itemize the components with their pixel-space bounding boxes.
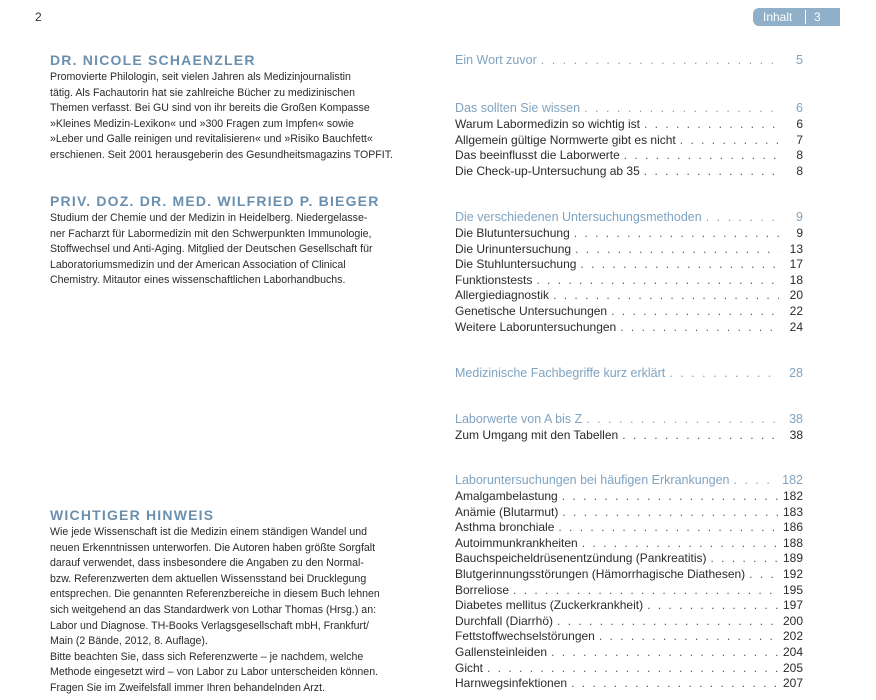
toc-title: Gicht bbox=[455, 660, 484, 675]
toc-page: 8 bbox=[796, 163, 803, 178]
toc-entry[interactable] bbox=[455, 645, 803, 661]
toc-title: Funktionstests bbox=[455, 272, 533, 287]
toc-entry[interactable] bbox=[455, 567, 803, 583]
toc-title: Fettstoffwechselstörungen bbox=[455, 629, 595, 644]
toc-leader bbox=[574, 226, 779, 242]
toc-entry[interactable] bbox=[455, 164, 803, 180]
toc-title: Anämie (Blutarmut) bbox=[455, 504, 559, 519]
toc-leader bbox=[541, 52, 779, 69]
toc-section-untersuchungsmethoden bbox=[455, 209, 803, 335]
toc-section-heading[interactable] bbox=[455, 411, 803, 428]
toc-title: Autoimmunkrankheiten bbox=[455, 535, 578, 550]
toc-entry[interactable] bbox=[455, 257, 803, 273]
contents-tab bbox=[753, 8, 840, 26]
notice-line: Bitte beachten Sie, dass sich Referenzwerte – je nachdem, welche bbox=[50, 650, 364, 663]
toc-page: 38 bbox=[789, 412, 803, 426]
toc-leader bbox=[622, 428, 779, 444]
toc-leader bbox=[562, 505, 779, 521]
toc-entry[interactable] bbox=[455, 551, 803, 567]
tab-divider bbox=[805, 10, 806, 24]
toc-title: Harnwegsinfektionen bbox=[455, 676, 568, 691]
toc-leader bbox=[669, 365, 779, 382]
toc-leader bbox=[557, 614, 779, 630]
toc-leader bbox=[487, 661, 779, 677]
toc-entry[interactable] bbox=[455, 661, 803, 677]
toc-page: 186 bbox=[782, 520, 803, 535]
bio-line: ner Facharzt für Labormedizin mit den Schwerpunkten Immunologie, bbox=[50, 227, 372, 240]
toc-page: 7 bbox=[796, 132, 803, 147]
toc-title: Die Urinuntersuchung bbox=[455, 241, 572, 256]
tab-label: Inhalt bbox=[763, 10, 793, 24]
toc-title: Allergiediagnostik bbox=[455, 288, 550, 303]
toc-title: Allgemein gültige Normwerte gibt es nicht bbox=[455, 132, 676, 147]
toc-title: Borreliose bbox=[455, 582, 510, 597]
toc-section-heading[interactable] bbox=[455, 209, 803, 226]
notice-line: bzw. Referenzwerten dem aktuellen Wissensstand bei Drucklegung bbox=[50, 572, 367, 585]
toc-page: 38 bbox=[789, 428, 803, 442]
toc-title: Die verschiedenen Untersuchungsmethoden bbox=[455, 210, 702, 224]
toc-leader bbox=[580, 257, 779, 273]
toc-entry[interactable] bbox=[455, 148, 803, 164]
notice-line: Methode eingesetzt wird – von Labor zu Labor unterscheiden können. bbox=[50, 666, 379, 679]
bio-line: »Leber und Galle reinigen und revitalisieren« und »Risiko Bauchfett« bbox=[50, 133, 373, 146]
toc-page: 202 bbox=[782, 629, 803, 644]
toc-title: Die Check-up-Untersuchung ab 35 bbox=[455, 163, 640, 178]
toc-title: Warum Labormedizin so wichtig ist bbox=[455, 117, 640, 131]
toc-page: 9 bbox=[796, 210, 803, 224]
bio-line: Studium der Chemie und der Medizin in Heidelberg. Niedergelasse- bbox=[50, 212, 368, 224]
toc-title: Laboruntersuchungen bei häufigen Erkrankungen bbox=[455, 473, 730, 487]
toc-title: Asthma bronchiale bbox=[455, 520, 555, 535]
toc-title: Bauchspeicheldrüsenentzündung (Pankreatitis) bbox=[455, 551, 707, 566]
page-number-right: 3 bbox=[814, 10, 821, 24]
toc-page: 197 bbox=[782, 598, 803, 613]
toc-page: 189 bbox=[782, 551, 803, 566]
toc-leader bbox=[562, 489, 779, 505]
toc-title: Diabetes mellitus (Zuckerkrankheit) bbox=[455, 598, 644, 613]
toc-leader bbox=[584, 100, 779, 117]
toc-section-erkrankungen bbox=[455, 472, 803, 692]
notice-line: entsprechen. Die genannten Referenzbereiche in diesem Buch lehnen bbox=[50, 588, 380, 601]
toc-entry[interactable] bbox=[455, 288, 803, 304]
toc-entry[interactable] bbox=[455, 489, 803, 505]
toc-page: 204 bbox=[782, 644, 803, 659]
toc-entry[interactable] bbox=[455, 629, 803, 645]
toc-page: 192 bbox=[782, 566, 803, 581]
bio-line: Themen verfasst. Bei GU sind von ihr bereits die Großen Kompasse bbox=[50, 102, 370, 115]
toc-entry[interactable] bbox=[455, 428, 803, 444]
toc-page: 188 bbox=[782, 535, 803, 550]
toc-title: Blutgerinnungsstörungen (Hämorrhagische Diathesen) bbox=[455, 566, 746, 581]
toc-title: Laborwerte von A bis Z bbox=[455, 412, 583, 426]
author-name: PRIV. DOZ. DR. MED. WILFRIED P. BIEGER bbox=[50, 193, 380, 209]
toc-title: Amalgambelastung bbox=[455, 489, 558, 503]
toc-page: 183 bbox=[782, 504, 803, 519]
toc-title: Die Blutuntersuchung bbox=[455, 226, 570, 240]
author-bio bbox=[50, 211, 400, 289]
toc-leader bbox=[711, 551, 779, 567]
toc-leader bbox=[734, 472, 779, 489]
toc-page: 22 bbox=[789, 303, 803, 318]
toc-title: Die Stuhluntersuchung bbox=[455, 257, 577, 272]
author-bio bbox=[50, 70, 400, 164]
toc-entry[interactable] bbox=[455, 676, 803, 692]
bio-line: »Kleines Medizin-Lexikon« und »300 Fragen zum Impfen« sowie bbox=[50, 117, 354, 130]
toc-section-laborwerte-a-z bbox=[455, 411, 803, 444]
toc-section-das-sollten-sie-wissen bbox=[455, 100, 803, 179]
toc-entry[interactable] bbox=[455, 583, 803, 599]
toc-leader bbox=[624, 148, 779, 164]
toc-title: Weitere Laboruntersuchungen bbox=[455, 319, 617, 334]
notice-line: darauf verwendet, dass insbesondere die Angaben zu den Normal- bbox=[50, 557, 364, 570]
toc-page: 6 bbox=[796, 117, 803, 131]
toc-page: 13 bbox=[789, 241, 803, 256]
bio-line: erschienen. Seit 2001 herausgeberin des Gesundheitsmagazins TOPFIT. bbox=[50, 148, 393, 161]
toc-page: 200 bbox=[782, 613, 803, 628]
bio-line: Chemistry. Mitautor eines wissenschaftlichen Laborhandbuchs. bbox=[50, 274, 346, 287]
toc-page: 9 bbox=[796, 226, 803, 240]
toc-section-heading[interactable] bbox=[455, 472, 803, 489]
toc-page: 207 bbox=[782, 676, 803, 691]
toc-entry[interactable] bbox=[455, 226, 803, 242]
toc-entry[interactable] bbox=[455, 273, 803, 289]
notice-line: Labor und Diagnose. TH-Books Verlagsgesellschaft mbH, Frankfurt/ bbox=[50, 619, 369, 632]
toc-section-fachbegriffe bbox=[455, 365, 803, 382]
toc-page: 28 bbox=[789, 366, 803, 380]
toc-leader bbox=[513, 583, 779, 599]
toc-page: 182 bbox=[782, 473, 803, 487]
toc-section-heading[interactable] bbox=[455, 52, 803, 69]
toc-entry[interactable] bbox=[455, 505, 803, 521]
page-number-left: 2 bbox=[35, 10, 42, 24]
toc-leader bbox=[571, 676, 779, 692]
toc-page: 24 bbox=[789, 319, 803, 334]
toc-entry[interactable] bbox=[455, 320, 803, 336]
notice-body bbox=[50, 525, 400, 697]
toc-section-ein-wort-zuvor bbox=[455, 52, 803, 69]
toc-title: Gallensteinleiden bbox=[455, 644, 548, 659]
toc-title: Das beeinflusst die Laborwerte bbox=[455, 148, 620, 163]
toc-leader bbox=[582, 536, 779, 552]
toc-title: Durchfall (Diarrhö) bbox=[455, 613, 554, 628]
bio-line: Promovierte Philologin, seit vielen Jahren als Medizinjournalistin bbox=[50, 71, 351, 83]
important-notice bbox=[50, 507, 400, 697]
toc-section-heading[interactable] bbox=[455, 100, 803, 117]
notice-line: Main (2 Bände, 2012, 8. Auflage). bbox=[50, 635, 208, 648]
toc-entry[interactable] bbox=[455, 536, 803, 552]
author-block-bieger bbox=[50, 193, 400, 289]
notice-line: Fragen Sie im Zweifelsfall immer Ihren behandelnden Arzt. bbox=[50, 681, 325, 694]
toc-leader bbox=[644, 164, 779, 180]
toc-leader bbox=[647, 598, 779, 614]
toc-title: Zum Umgang mit den Tabellen bbox=[455, 428, 619, 442]
notice-title: WICHTIGER HINWEIS bbox=[50, 507, 215, 523]
notice-line: Wie jede Wissenschaft ist die Medizin einem ständigen Wandel und bbox=[50, 526, 367, 538]
toc-page: 5 bbox=[796, 53, 803, 67]
toc-title: Genetische Untersuchungen bbox=[455, 303, 608, 318]
toc-leader bbox=[553, 288, 779, 304]
toc-title: Ein Wort zuvor bbox=[455, 53, 537, 67]
toc-leader bbox=[586, 411, 779, 428]
toc-title: Das sollten Sie wissen bbox=[455, 101, 581, 115]
toc-entry[interactable] bbox=[455, 614, 803, 630]
toc-leader bbox=[558, 520, 779, 536]
notice-line: sich weitgehend an das Standardwerk von Lothar Thomas (Hrsg.) an: bbox=[50, 603, 377, 616]
toc-section-heading[interactable] bbox=[455, 365, 803, 382]
toc-entry[interactable] bbox=[455, 117, 803, 133]
bio-line: Laboratoriumsmedizin und der American Association of Clinical bbox=[50, 258, 346, 271]
toc-entry[interactable] bbox=[455, 598, 803, 614]
toc-title: Medizinische Fachbegriffe kurz erklärt bbox=[455, 366, 666, 380]
toc-leader bbox=[599, 629, 779, 645]
toc-leader bbox=[551, 645, 779, 661]
notice-line: neuen Erkenntnissen unterworfen. Die Autoren haben größte Sorgfalt bbox=[50, 541, 376, 554]
toc-leader bbox=[644, 117, 779, 133]
toc-leader bbox=[706, 209, 779, 226]
toc-entry[interactable] bbox=[455, 242, 803, 258]
toc-page: 18 bbox=[789, 272, 803, 287]
toc-leader bbox=[680, 133, 779, 149]
author-block-schaenzler bbox=[50, 52, 400, 164]
toc-leader bbox=[620, 320, 779, 336]
toc-page: 182 bbox=[782, 489, 803, 503]
toc-leader bbox=[575, 242, 779, 258]
toc-page: 8 bbox=[796, 148, 803, 163]
toc-leader bbox=[749, 567, 779, 583]
toc-page: 205 bbox=[782, 660, 803, 675]
toc-entry[interactable] bbox=[455, 520, 803, 536]
bio-line: tätig. Als Fachautorin hat sie zahlreiche Bücher zu medizinischen bbox=[50, 86, 356, 99]
toc-page: 6 bbox=[796, 101, 803, 115]
bio-line: Stoffwechsel und Anti-Aging. Mitglied der Deutschen Gesellschaft für bbox=[50, 243, 373, 256]
author-name: DR. NICOLE SCHAENZLER bbox=[50, 52, 256, 68]
toc-page: 20 bbox=[789, 288, 803, 303]
toc-page: 195 bbox=[782, 582, 803, 597]
toc-leader bbox=[611, 304, 779, 320]
toc-entry[interactable] bbox=[455, 304, 803, 320]
toc-entry[interactable] bbox=[455, 133, 803, 149]
toc-page: 17 bbox=[789, 257, 803, 272]
toc-leader bbox=[536, 273, 779, 289]
